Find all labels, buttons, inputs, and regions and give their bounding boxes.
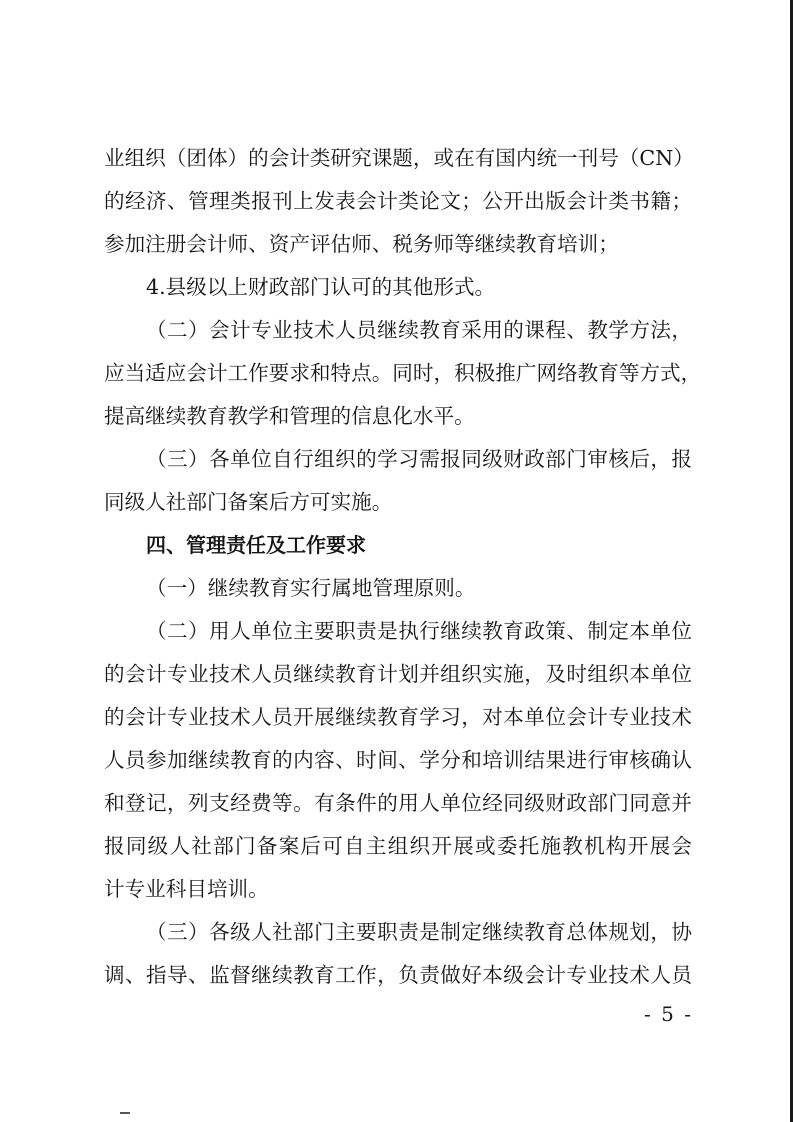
body-text-line: （二）会计专业技术人员继续教育采用的课程、教学方法， [146, 318, 692, 342]
body-text-line: 调、指导、监督继续教育工作，负责做好本级会计专业技术人员 [104, 963, 692, 987]
body-text-line: 的会计专业技术人员开展继续教育学习，对本单位会计专业技术 [104, 705, 692, 729]
body-text-line: 计专业科目培训。 [104, 877, 269, 901]
body-text-line: 提高继续教育教学和管理的信息化水平。 [104, 404, 475, 428]
body-text-line: 报同级人社部门备案后可自主组织开展或委托施教机构开展会 [104, 834, 692, 858]
body-text-line: 4.县级以上财政部门认可的其他形式。 [146, 275, 496, 299]
scan-mark [120, 1112, 130, 1114]
page-number: - 5 - [644, 1002, 693, 1026]
body-text-line: 同级人社部门备案后方可实施。 [104, 490, 393, 514]
body-text-line: 业组织（团体）的会计类研究课题，或在有国内统一刊号（CN） [104, 146, 694, 170]
body-text-line: （一）继续教育实行属地管理原则。 [146, 576, 476, 600]
body-text-line: 人员参加继续教育的内容、时间、学分和培训结果进行审核确认 [104, 748, 692, 772]
section-heading: 四、管理责任及工作要求 [146, 533, 366, 557]
body-text-line: 的会计专业技术人员继续教育计划并组织实施，及时组织本单位 [104, 662, 692, 686]
body-text-line: 和登记，列支经费等。有条件的用人单位经同级财政部门同意并 [104, 791, 692, 815]
body-text-line: （三）各单位自行组织的学习需报同级财政部门审核后，报 [146, 447, 692, 471]
body-text-line: 参加注册会计师、资产评估师、税务师等继续教育培训； [104, 232, 619, 256]
body-text-line: 的经济、管理类报刊上发表会计类论文；公开出版会计类书籍； [104, 189, 692, 213]
body-text-line: （三）各级人社部门主要职责是制定继续教育总体规划，协 [146, 920, 692, 944]
body-text-line: （二）用人单位主要职责是执行继续教育政策、制定本单位 [146, 619, 692, 643]
body-text-line: 应当适应会计工作要求和特点。同时，积极推广网络教育等方式， [104, 361, 702, 385]
